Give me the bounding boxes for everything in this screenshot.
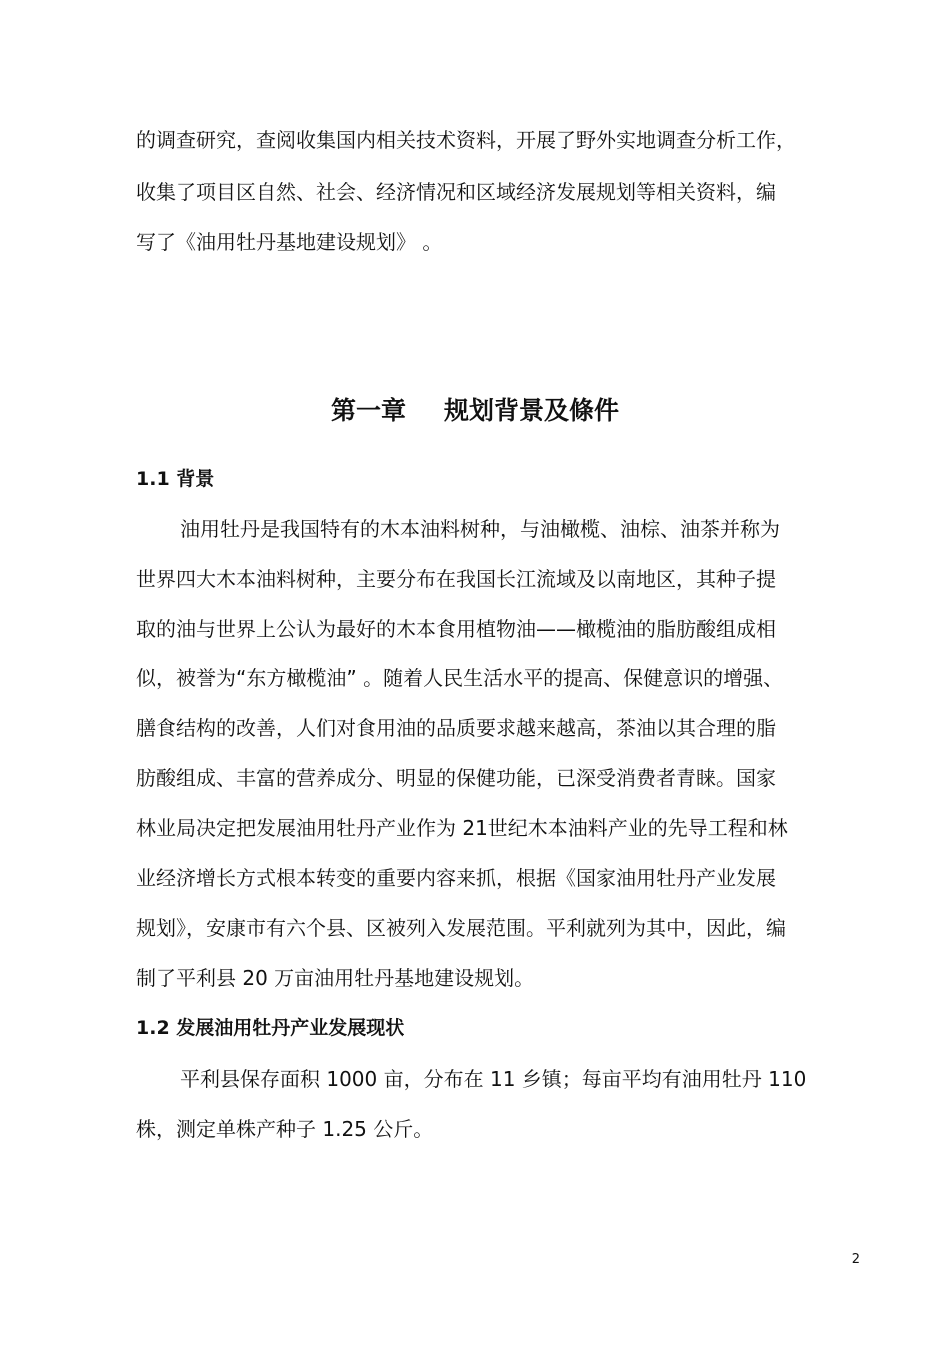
chapter-number: 第一章 bbox=[330, 396, 406, 425]
section-1-2-line-1: 平利县保存面积 1000 亩，分布在 11 乡镇；每亩平均有油用牡丹 110 bbox=[180, 1067, 807, 1091]
section-1-2-line-2: 株，测定单株产种子 1.25 公斤。 bbox=[136, 1117, 434, 1141]
section-1-1-line-7: 林业局决定把发展油用牡丹产业作为 21世纪木本油料产业的先导工程和林 bbox=[136, 816, 788, 840]
intro-line-2: 收集了项目区自然、社会、经济情况和区域经济发展规划等相关资料，编 bbox=[136, 180, 776, 204]
intro-line-1: 的调查研究，查阅收集国内相关技术资料，开展了野外实地调查分析工作， bbox=[136, 128, 796, 152]
section-1-1-line-2: 世界四大木本油料树种，主要分布在我国长江流域及以南地区，其种子提 bbox=[136, 567, 776, 591]
intro-line-3: 写了《油用牡丹基地建设规划》 。 bbox=[136, 230, 443, 254]
section-1-1-heading: 1.1 背景 bbox=[136, 468, 215, 490]
section-1-1-line-1: 油用牡丹是我国特有的木本油料树种，与油橄榄、油棕、油茶并称为 bbox=[180, 517, 780, 541]
section-1-1-line-5: 膳食结构的改善，人们对食用油的品质要求越来越高，茶油以其合理的脂 bbox=[136, 716, 776, 740]
chapter-heading bbox=[0, 395, 950, 427]
chapter-title: 规划背景及條件 bbox=[444, 396, 620, 425]
section-1-1-line-8: 业经济增长方式根本转变的重要内容来抓，根据《国家油用牡丹产业发展 bbox=[136, 866, 776, 890]
section-1-2-heading: 1.2 发展油用牡丹产业发展现状 bbox=[136, 1017, 405, 1039]
section-1-1-line-10: 制了平利县 20 万亩油用牡丹基地建设规划。 bbox=[136, 966, 535, 990]
section-1-1-line-6: 肪酸组成、丰富的营养成分、明显的保健功能，已深受消费者青睐。国家 bbox=[136, 766, 776, 790]
section-1-1-line-4: 似，被誉为“东方橄榄油” 。随着人民生活水平的提高、保健意识的增强、 bbox=[136, 666, 784, 690]
section-1-1-line-3: 取的油与世界上公认为最好的木本食用植物油——橄榄油的脂肪酸组成相 bbox=[136, 617, 776, 641]
section-1-1-line-9: 规划》，安康市有六个县、区被列入发展范围。平利就列为其中，因此，编 bbox=[136, 916, 786, 940]
page-number: 2 bbox=[851, 1252, 860, 1267]
